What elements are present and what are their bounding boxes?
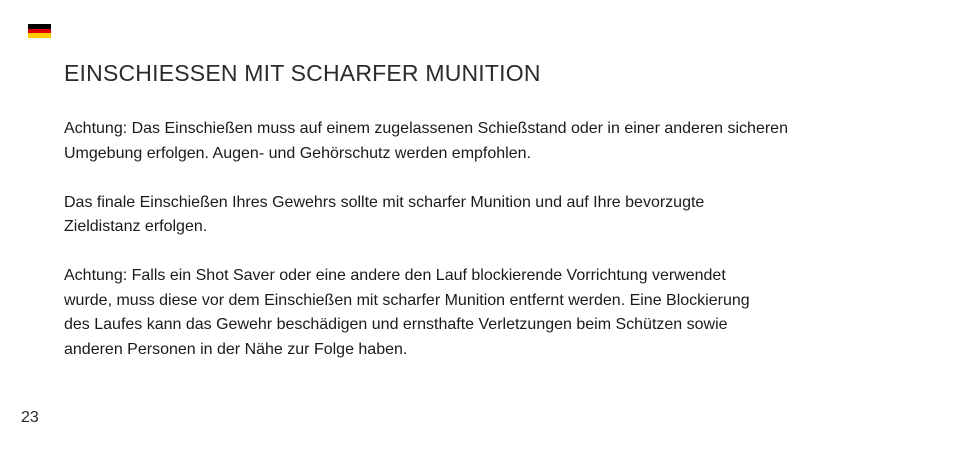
germany-flag-icon bbox=[28, 24, 51, 38]
paragraph-line: Achtung: Falls ein Shot Saver oder eine andere den Lauf blockierende Vorrichtung verwendet bbox=[64, 267, 726, 284]
page-number: 23 bbox=[21, 409, 39, 426]
paragraph-line: Zieldistanz erfolgen. bbox=[64, 218, 208, 235]
flag-stripe-gold bbox=[28, 33, 51, 38]
paragraph-line: anderen Personen in der Nähe zur Folge haben. bbox=[64, 340, 408, 358]
body-text bbox=[64, 117, 904, 387]
paragraph-safety-warning bbox=[64, 117, 904, 166]
page-title: EINSCHIESSEN MIT SCHARFER MUNITION bbox=[64, 60, 541, 86]
paragraph-barrel-warning bbox=[64, 264, 904, 362]
paragraph-final-zeroing bbox=[64, 191, 904, 240]
paragraph-line: wurde, muss diese vor dem Einschießen mit scharfer Munition entfernt werden. Eine Blockierung bbox=[64, 291, 750, 309]
paragraph-line: Das finale Einschießen Ihres Gewehrs sollte mit scharfer Munition und auf Ihre bevorzugte bbox=[64, 193, 705, 211]
paragraph-line: des Laufes kann das Gewehr beschädigen und ernsthafte Verletzungen beim Schützen sowie bbox=[64, 316, 728, 333]
paragraph-line: Achtung: Das Einschießen muss auf einem zugelassenen Schießstand oder in einer anderen sicheren bbox=[64, 120, 788, 137]
paragraph-line: Umgebung erfolgen. Augen- und Gehörschutz werden empfohlen. bbox=[64, 144, 531, 162]
